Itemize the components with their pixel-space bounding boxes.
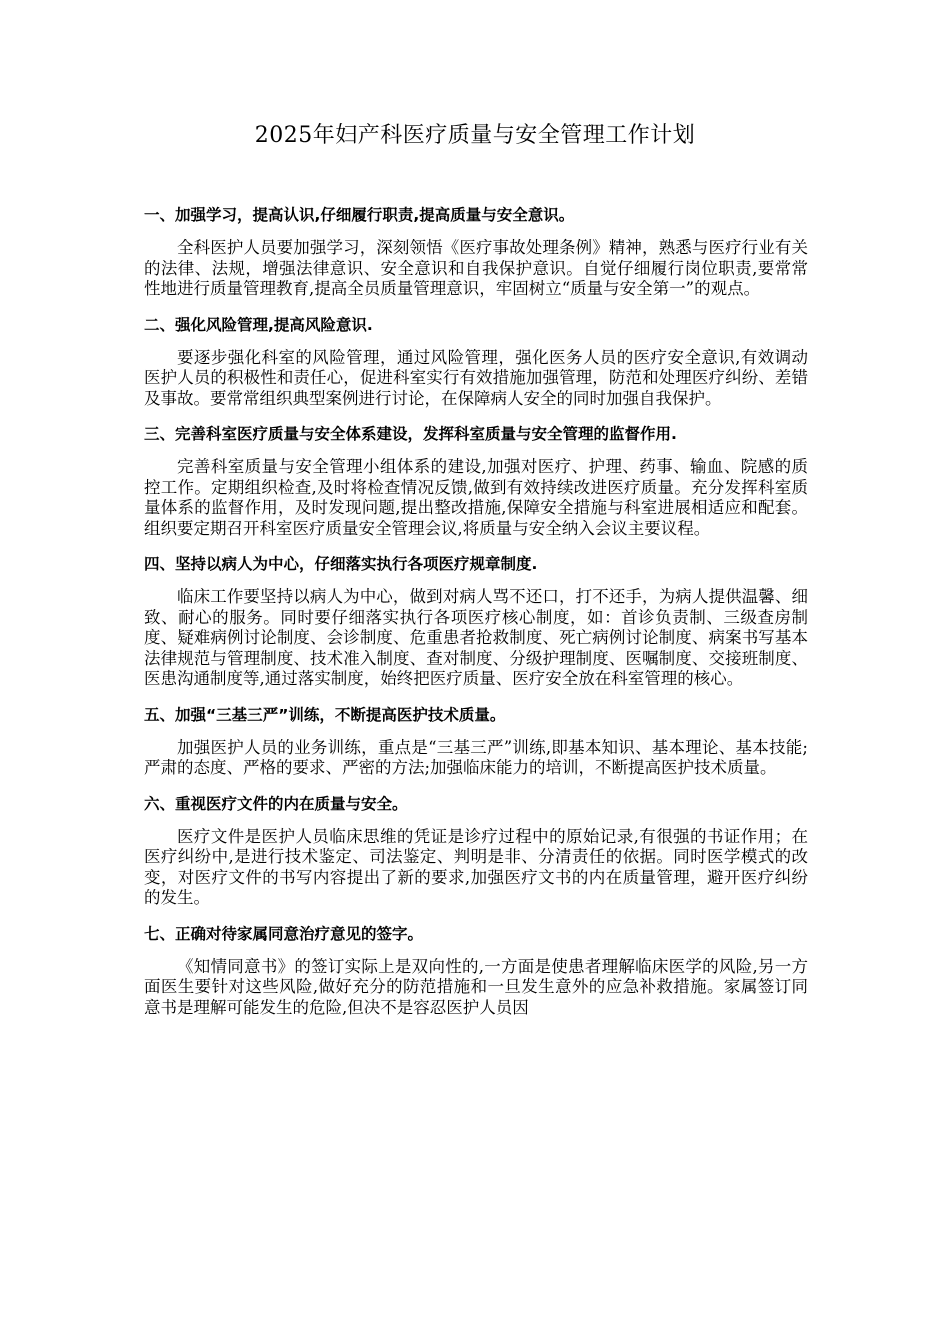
section-2 — [144, 314, 808, 410]
section-heading: 七、正确对待家属同意治疗意见的签字。 — [144, 924, 424, 943]
section-7 — [144, 923, 808, 1019]
section-paragraph: 全科医护人员要加强学习，深刻领悟《医疗事故处理条例》精神，熟悉与医疗行业有关的法律、法规，增强法律意识、安全意识和自我保护意识。自觉仔细履行岗位职责,要常常性地进行质量管理教育,提高全员质量管理意识，牢固树立“质量与安全第一”的观点。 — [144, 238, 808, 298]
section-5 — [144, 704, 808, 779]
section-heading: 五、加强“三基三严”训练，不断提高医护技术质量。 — [144, 705, 506, 724]
section-heading: 六、重视医疗文件的内在质量与安全。 — [144, 794, 408, 813]
section-paragraph: 加强医护人员的业务训练，重点是“三基三严”训练,即基本知识、基本理论、基本技能;严肃的态度、严格的要求、严密的方法;加强临床能力的培训，不断提高医护技术质量。 — [144, 737, 808, 777]
section-paragraph: 完善科室质量与安全管理小组体系的建设,加强对医疗、护理、药事、输血、院感的质控工作。定期组织检查,及时将检查情况反馈,做到有效持续改进医疗质量。充分发挥科室质量体系的监督作用，及时发现问题,提出整改措施,保障安全措施与科室进展相适应和配套。组织要定期召开科室医疗质量安全管理会议,将质量与安全纳入会议主要议程。 — [144, 457, 808, 538]
section-paragraph: 临床工作要坚持以病人为中心，做到对病人骂不还口，打不还手，为病人提供温馨、细致、耐心的服务。同时要仔细落实执行各项医疗核心制度，如：首诊负责制、三级查房制度、疑难病例讨论制度、会诊制度、危重患者抢救制度、死亡病例讨论制度、病案书写基本法律规范与管理制度、技术准入制度、查对制度、分级护理制度、医嘱制度、交接班制度、医患沟通制度等,通过落实制度，始终把医疗质量、医疗安全放在科室管理的核心。 — [144, 587, 808, 688]
section-3 — [144, 423, 808, 539]
section-heading: 二、强化风险管理,提高风险意识. — [144, 315, 373, 334]
section-heading: 四、坚持以病人为中心，仔细落实执行各项医疗规章制度. — [144, 555, 538, 573]
section-paragraph: 《知情同意书》的签订实际上是双向性的,一方面是使患者理解临床医学的风险,另一方面医生要针对这些风险,做好充分的防范措施和一旦发生意外的应急补救措施。家属签订同意书是理解可能发生的危险,但决不是容忍医护人员因 — [144, 956, 808, 1017]
section-1 — [144, 204, 808, 300]
document-title: 2025年妇产科医疗质量与安全管理工作计划 — [254, 123, 696, 148]
section-4 — [144, 553, 808, 690]
section-6 — [144, 793, 808, 909]
section-heading: 一、加强学习，提高认识,仔细履行职责,提高质量与安全意识。 — [144, 206, 575, 224]
section-paragraph: 要逐步强化科室的风险管理，通过风险管理，强化医务人员的医疗安全意识,有效调动医护人员的积极性和责任心，促进科室实行有效措施加强管理，防范和处理医疗纠纷、差错及事故。要常常组织典型案例进行讨论，在保障病人安全的同时加强自我保护。 — [144, 347, 808, 408]
section-heading: 三、完善科室医疗质量与安全体系建设，发挥科室质量与安全管理的监督作用. — [144, 425, 677, 443]
document-body — [144, 204, 808, 1032]
section-paragraph: 医疗文件是医护人员临床思维的凭证是诊疗过程中的原始记录,有很强的书证作用；在医疗纠纷中,是进行技术鉴定、司法鉴定、判明是非、分清责任的依据。同时医学模式的改变，对医疗文件的书写内容提出了新的要求,加强医疗文书的内在质量管理，避开医疗纠纷的发生。 — [144, 826, 808, 907]
